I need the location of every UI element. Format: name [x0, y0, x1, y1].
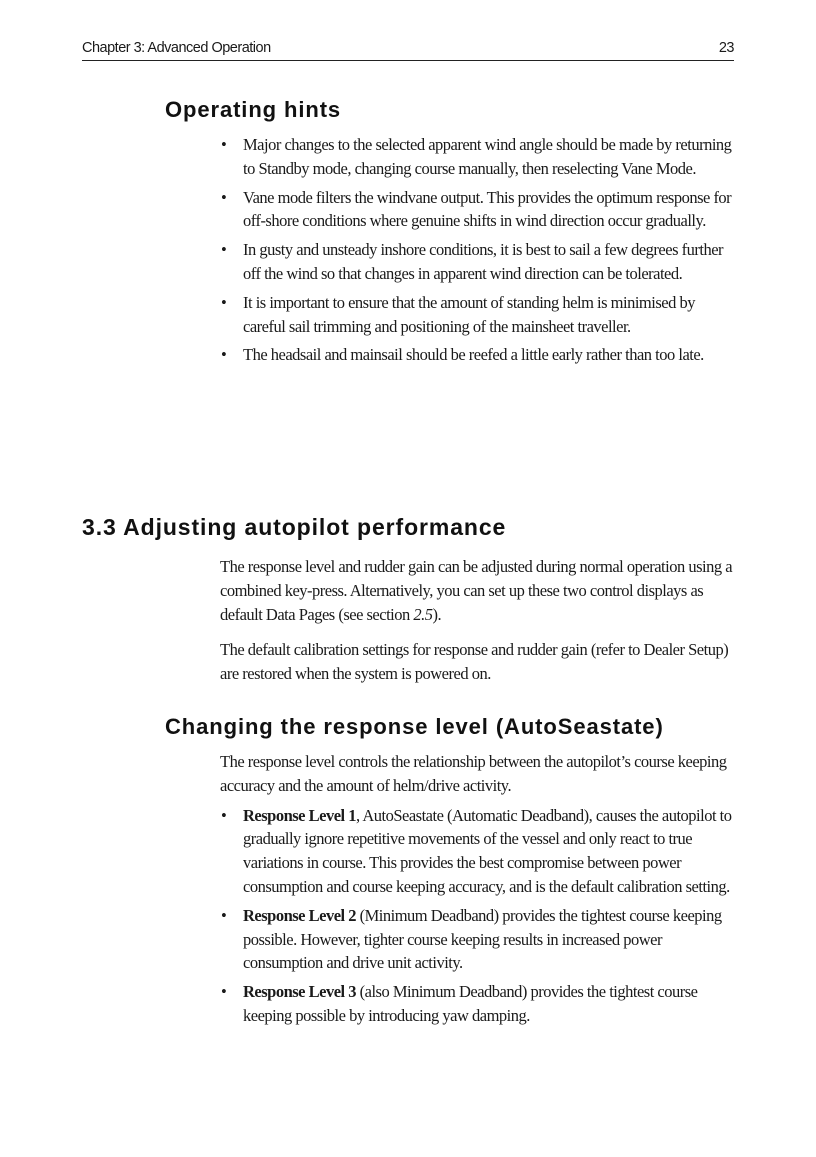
list-item	[220, 804, 735, 899]
response-level-term: Response Level 2	[243, 905, 356, 925]
list-item: • Vane mode filters the windvane output. This provides the optimum response for off-shore conditions where genuine shifts in wind direction occur gradually.	[220, 186, 735, 234]
list-item	[220, 904, 735, 975]
operating-hints-list	[220, 133, 735, 367]
paragraph-text-end: ).	[432, 604, 442, 624]
page-number: 23	[718, 40, 734, 56]
response-level-term: Response Level 3	[243, 982, 356, 1002]
response-level-section	[220, 750, 735, 1033]
list-item	[220, 980, 735, 1028]
adjusting-paragraph-1	[220, 555, 735, 626]
adjusting-section	[220, 555, 735, 698]
list-item: • In gusty and unsteady inshore conditions, it is best to sail a few degrees further off the wind so that changes in apparent wind direction can be tolerated.	[220, 238, 735, 286]
response-level-list	[220, 804, 735, 1028]
response-level-term: Response Level 1	[243, 805, 356, 825]
operating-hints-heading: Operating hints	[165, 97, 342, 122]
list-item: • Major changes to the selected apparent wind angle should be made by returning to Standby mode, changing course manually, then reselecting Vane Mode.	[220, 133, 735, 181]
response-level-description: , AutoSeastate (Automatic Deadband), causes the autopilot to gradually ignore repetitive movements of the vessel and only react to true variations in course. This provides the best compromise between power consumption and course keeping accuracy, and is the default calibration setting.	[243, 805, 732, 896]
adjusting-paragraph-2: The default calibration settings for response and rudder gain (refer to Dealer Setup) are restored when the system is powered on.	[220, 640, 729, 684]
section-reference-link[interactable]: 2.5	[413, 604, 433, 624]
response-level-heading: Changing the response level (AutoSeastate)	[165, 714, 664, 739]
list-item: • The headsail and mainsail should be reefed a little early rather than too late.	[220, 343, 735, 367]
operating-hints-section	[220, 133, 735, 372]
list-item: • It is important to ensure that the amount of standing helm is minimised by careful sail trimming and positioning of the mainsheet traveller.	[220, 291, 735, 339]
running-header	[82, 38, 734, 61]
paragraph-text: The response level and rudder gain can be adjusted during normal operation using a combined key-press. Alternatively, you can set up these two control displays as default Data Pages (see section	[220, 557, 733, 624]
response-level-description: (also Minimum Deadband) provides the tightest course keeping possible by introducing yaw damping.	[243, 982, 698, 1025]
section-heading-adjusting: 3.3 Adjusting autopilot performance	[82, 514, 507, 540]
response-level-intro: The response level controls the relationship between the autopilot’s course keeping accuracy and the amount of helm/drive activity.	[220, 752, 727, 795]
response-level-description: (Minimum Deadband) provides the tightest course keeping possible. However, tighter course keeping results in increased power consumption and drive unit activity.	[243, 905, 722, 973]
chapter-title: Chapter 3: Advanced Operation	[82, 40, 271, 56]
